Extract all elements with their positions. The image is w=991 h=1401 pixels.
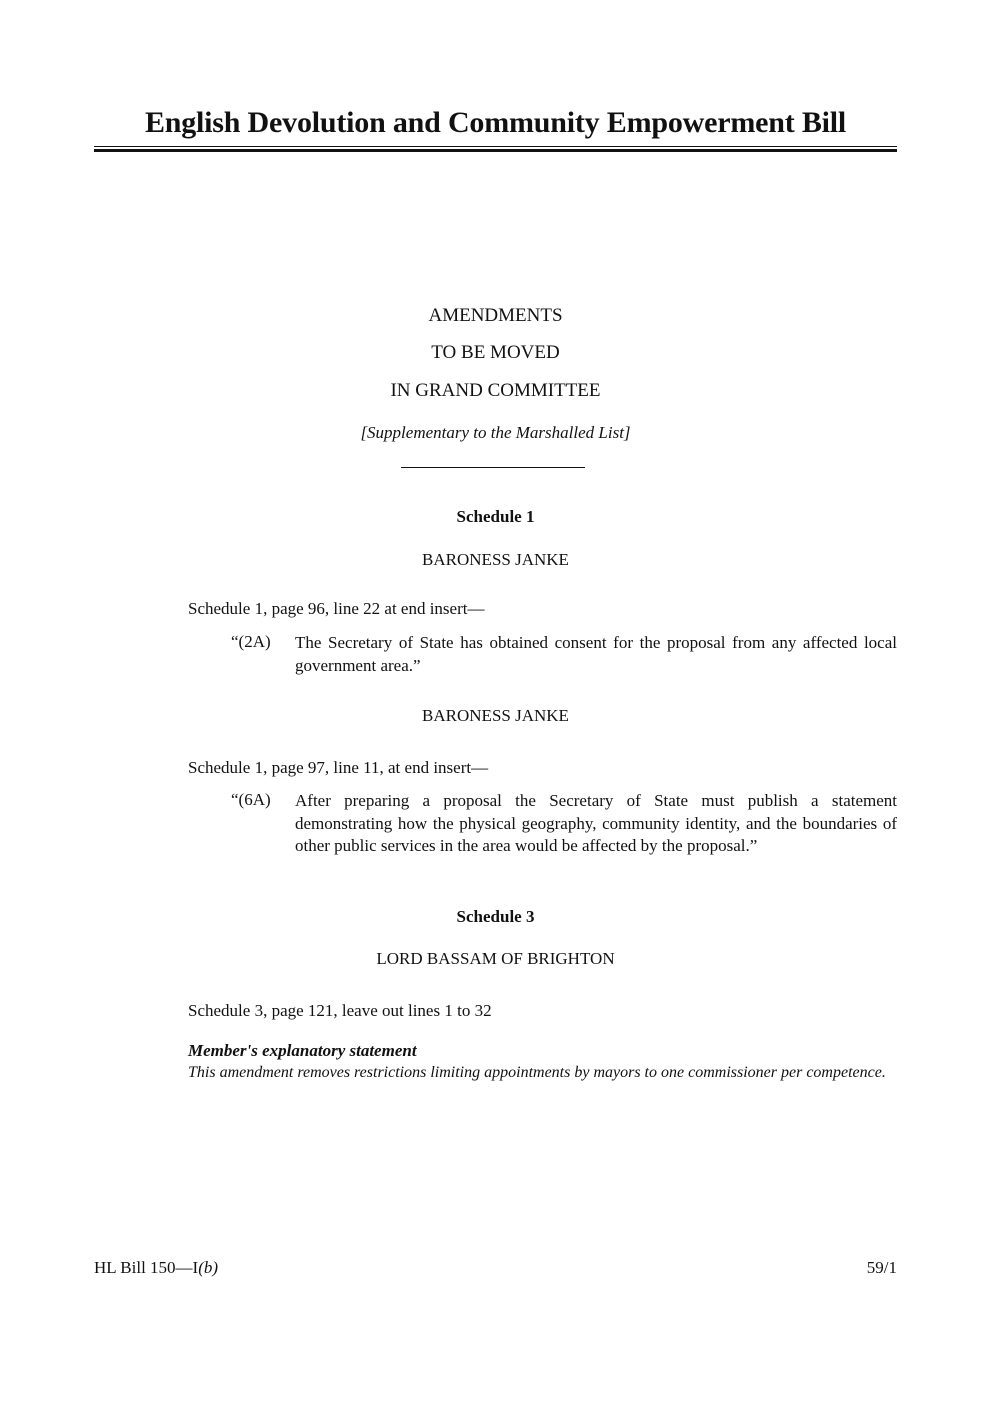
bill-reference	[94, 1258, 218, 1278]
section-heading-schedule-3: Schedule 3	[456, 907, 535, 926]
bill-reference-prefix: HL Bill 150—I	[94, 1258, 199, 1277]
subtitle: [Supplementary to the Marshalled List]	[360, 423, 631, 442]
title-rule-thin	[94, 146, 897, 147]
section-heading-schedule-1: Schedule 1	[456, 507, 535, 526]
amendment-text: The Secretary of State has obtained consent for the proposal from any affected local government area.”	[295, 633, 897, 675]
amendment-number: “(2A)	[231, 632, 271, 651]
header-to-be-moved: TO BE MOVED	[431, 342, 560, 363]
amendment-number: “(6A)	[231, 790, 271, 809]
bill-reference-suffix: (b)	[198, 1258, 219, 1277]
explanatory-statement-text: This amendment removes restrictions limiting appointments by mayors to one commissioner per competence.	[188, 1064, 886, 1081]
explanatory-statement-heading: Member's explanatory statement	[188, 1041, 417, 1060]
page-reference: 59/1	[866, 1258, 897, 1277]
bill-title: English Devolution and Community Empowerment Bill	[144, 106, 847, 139]
header-grand-committee: IN GRAND COMMITTEE	[390, 380, 601, 401]
amendment-instruction: Schedule 3, page 121, leave out lines 1 to 32	[188, 1001, 492, 1020]
title-rule-thick	[94, 149, 897, 152]
amendment-instruction: Schedule 1, page 96, line 22 at end insert—	[188, 599, 485, 618]
header-amendments: AMENDMENTS	[428, 305, 563, 326]
member-name: BARONESS JANKE	[422, 550, 569, 569]
member-name: BARONESS JANKE	[422, 706, 569, 725]
amendment-text: After preparing a proposal the Secretary of State must publish a statement demonstrating how the physical geography, community identity, and the boundaries of other public services in the area would be affected by the proposal.”	[295, 791, 897, 855]
amendment-instruction: Schedule 1, page 97, line 11, at end insert—	[188, 758, 489, 777]
member-name: LORD BASSAM OF BRIGHTON	[376, 949, 615, 968]
section-divider	[401, 467, 585, 468]
